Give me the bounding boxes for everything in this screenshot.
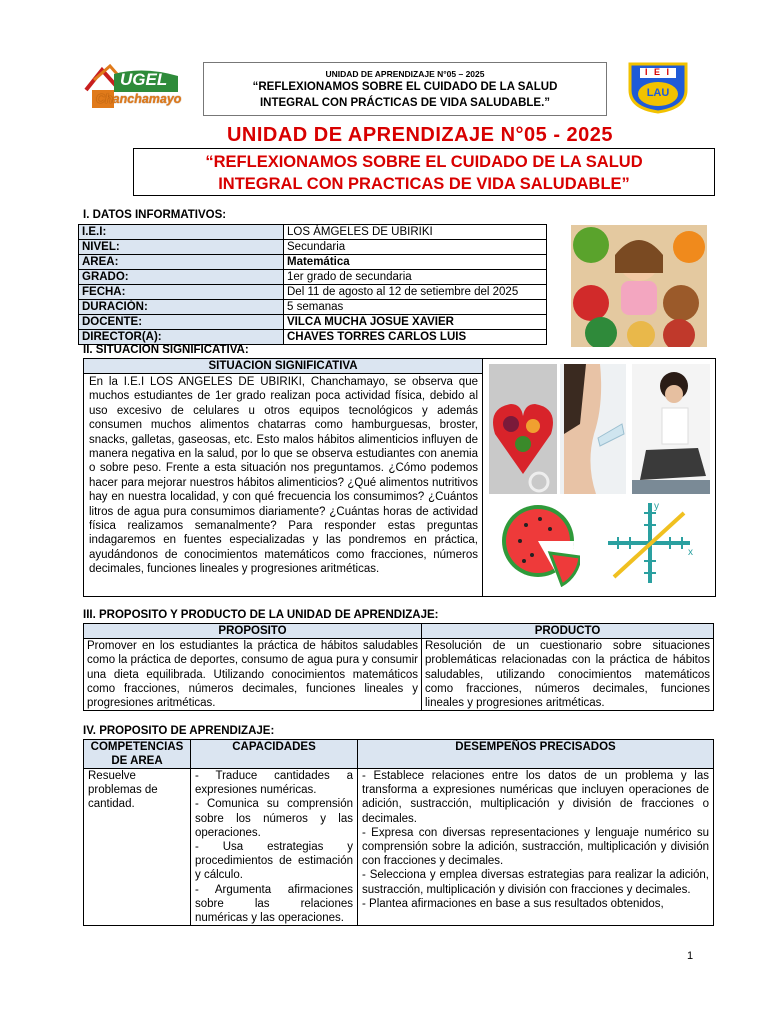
proposito-text: Promover en los estudiantes la práctica de hábitos saludables como la práctica de deportes, consumo de agua pura y consumir una dieta equilibrada. Utilizando conocimientos matemáticos como fracciones, números decimales, funciones lineales y progresiones aritméticas. <box>84 639 422 711</box>
info-row <box>79 270 547 285</box>
subtitle-line-1: “REFLEXIONAMOS SOBRE EL CUIDADO DE LA SALUD <box>205 153 643 171</box>
logo-brand-top: UGEL <box>120 70 168 89</box>
info-value: Secundaria <box>284 240 547 255</box>
info-value: Matemática <box>284 255 547 270</box>
subtitle-box <box>133 148 715 196</box>
producto-header: PRODUCTO <box>422 624 714 639</box>
info-value: CHAVES TORRES CARLOS LUIS <box>284 330 547 345</box>
situacion-text: En la I.E.I LOS ANGELES DE UBIRIKI, Chanchamayo, se observa que muchos estudiantes de 1er grado realizan poca actividad física, debido al uso excesivo de celulares u otros equipos tecnológicos y además consumen muchos alimentos chatarras como hamburguesas, broster, snacks, galletas, gaseosas, etc. Esto malos hábitos alimenticios influyen de manera negativa en la salud, por lo que se observa estudiantes con anemia o sobre peso. Frente a esta situación nos preguntamos. ¿Cómo podemos hacer para mejorar nuestros hábitos alimenticios? ¿Qué alimentos nutritivos hay en nuestra localidad, y con qué frecuencia los consumimos? ¿Cuántos litros de agua pura consumimos diariamente? ¿Cuántas horas de actividad física realizamos semanalmente? Para responder estas preguntas indagaremos en fuentes especializadas y las pondremos en práctica, ayudándonos de conocimientos matemáticos como fracciones, números decimales, funciones lineales y progresiones aritméticas. <box>89 376 478 576</box>
page-number: 1 <box>687 950 694 962</box>
info-row <box>79 255 547 270</box>
info-row <box>79 330 547 345</box>
desempeno-item: - Plantea afirmaciones en base a sus resultados obtenidos, <box>362 897 664 910</box>
capacidades-header: CAPACIDADES <box>191 740 358 769</box>
proposito-header: PROPOSITO <box>84 624 422 639</box>
child-healthy-food-image <box>571 225 707 347</box>
heart-fruits-image <box>489 364 557 494</box>
info-key: FECHA: <box>79 285 284 300</box>
graph-x-label: x <box>688 547 693 558</box>
header-box <box>203 62 607 116</box>
iei-shield-logo <box>626 60 690 114</box>
shield-text: LAU <box>646 87 670 99</box>
ugel-logo <box>84 62 184 114</box>
page-title: UNIDAD DE APRENDIZAJE N°05 - 2025 <box>226 124 614 146</box>
section-1-heading: I. DATOS INFORMATIVOS: <box>83 209 227 221</box>
linear-function-graph-image <box>604 497 700 589</box>
proposito-producto-table <box>83 623 714 711</box>
desempenos-cell <box>358 769 714 926</box>
subtitle-line-2: INTEGRAL CON PRACTICAS DE VIDA SALUDABLE” <box>218 175 630 193</box>
column-divider <box>482 359 483 596</box>
section-4-heading: IV. PROPOSITO DE APRENDIZAJE: <box>83 725 275 737</box>
capacidad-item: - Argumenta afirmaciones sobre las relaciones numéricas y las operaciones. <box>195 883 353 925</box>
capacidad-item: - Usa estrategias y procedimientos de estimación y cálculo. <box>195 841 353 882</box>
desempeno-item: - Expresa con diversas representaciones y lenguaje numérico su comprensión sobre la adición, sustracción, multiplicación y división con fracciones y decimales. <box>362 826 709 868</box>
watermelon-fraction-image <box>498 497 580 587</box>
section-2-heading: II. SITUACION SIGNIFICATIVA: <box>83 344 249 356</box>
capacidad-item: - Traduce cantidades a expresiones numéricas. <box>195 770 353 797</box>
info-value: Del 11 de agosto al 12 de setiembre del 2025 <box>284 285 547 300</box>
header-line-3: INTEGRAL CON PRÁCTICAS DE VIDA SALUDABLE.” <box>259 97 551 109</box>
logo-brand-bottom: Chanchamayo <box>96 92 182 106</box>
desempenos-header: DESEMPEÑOS PRECISADOS <box>358 740 714 769</box>
info-value: LOS ÁMGELES DE UBIRIKI <box>284 225 547 240</box>
header-line-2: “REFLEXIONAMOS SOBRE EL CUIDADO DE LA SALUD <box>252 81 558 93</box>
competencias-table <box>83 739 714 926</box>
situacion-header: SITUACION SIGNIFICATIVA <box>84 359 483 374</box>
info-key: NIVEL: <box>79 240 284 255</box>
woman-exercise-image <box>632 364 710 494</box>
info-key: I.E.I: <box>79 225 284 240</box>
info-key: DIRECTOR(A): <box>79 330 284 345</box>
datos-informativos-table <box>78 224 547 345</box>
info-key: AREA: <box>79 255 284 270</box>
competencia-cell: Resuelve problemas de cantidad. <box>84 769 191 926</box>
desempeno-item: - Establece relaciones entre los datos de un problema y las transforma a expresiones numéricas que incluyen operaciones de adición, sustracción, multiplicación y división de fracciones o decimales. <box>362 770 709 825</box>
shield-badge-text: I E I <box>644 67 671 77</box>
info-value: 5 semanas <box>284 300 547 315</box>
producto-text: Resolución de un cuestionario sobre situaciones problemáticas relacionadas con la práctica de hábitos saludables, utilizando conocimientos matemáticos como fracciones, números decimales, funciones lineales y progresiones aritméticas. <box>422 639 714 711</box>
capacidad-item: - Comunica su comprensión sobre los números y las operaciones. <box>195 798 353 839</box>
competencias-header: COMPETENCIAS DE AREA <box>84 740 191 769</box>
info-row <box>79 300 547 315</box>
situacion-significativa-box <box>83 358 716 597</box>
desempeno-item: - Selecciona y emplea diversas estrategias para realizar la adición, sustracción, multiplicación y división con fracciones y decimales. <box>362 869 709 896</box>
info-value: 1er grado de secundaria <box>284 270 547 285</box>
info-key: GRADO: <box>79 270 284 285</box>
info-row <box>79 240 547 255</box>
info-row <box>79 225 547 240</box>
drinking-water-image <box>560 364 626 494</box>
info-key: DOCENTE: <box>79 315 284 330</box>
section-3-heading: III. PROPOSITO Y PRODUCTO DE LA UNIDAD DE APRENDIZAJE: <box>83 609 439 621</box>
info-row <box>79 285 547 300</box>
info-value: VILCA MUCHA JOSUE XAVIER <box>284 315 547 330</box>
info-row <box>79 315 547 330</box>
header-line-1: UNIDAD DE APRENDIZAJE N°05 – 2025 <box>325 69 485 79</box>
info-key: DURACIÓN: <box>79 300 284 315</box>
graph-y-label: y <box>654 501 659 512</box>
capacidades-cell <box>191 769 358 926</box>
